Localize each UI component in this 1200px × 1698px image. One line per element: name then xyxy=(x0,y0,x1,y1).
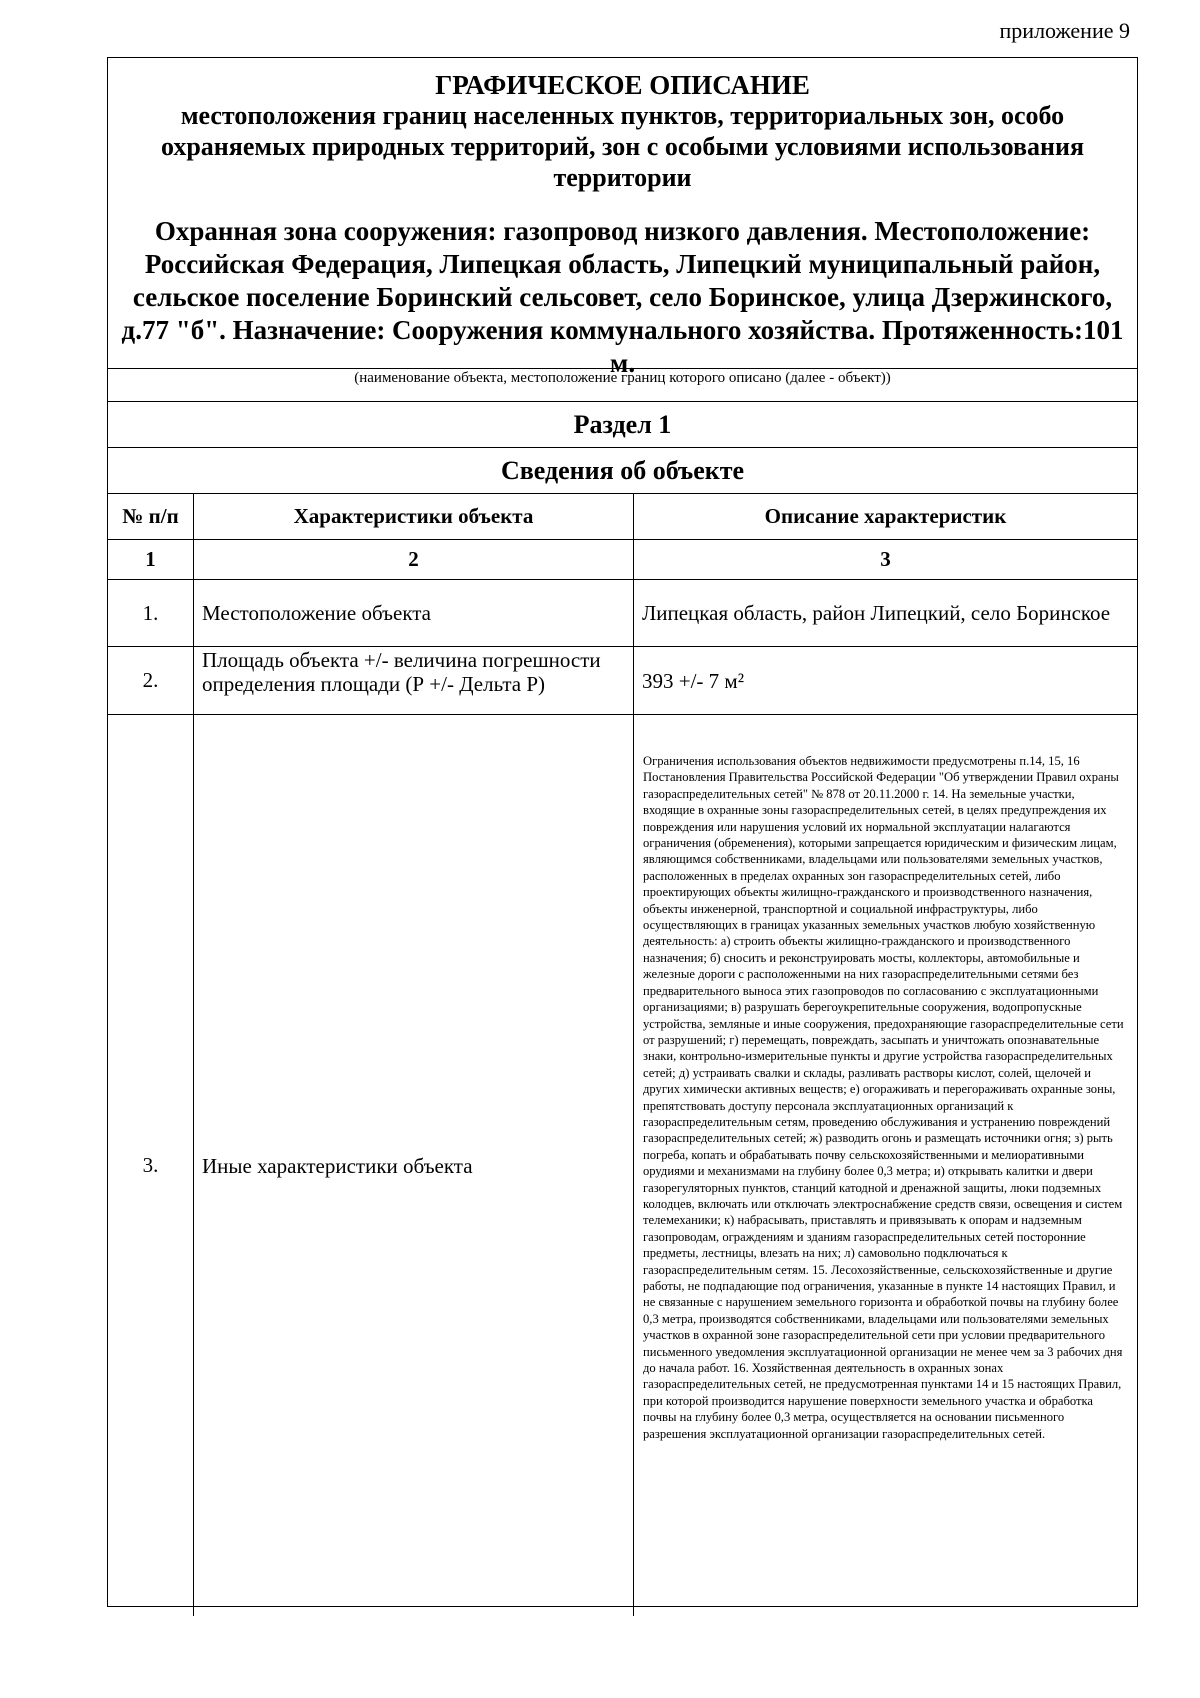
object-caption: (наименование объекта, местоположение границ которого описано (далее - объект)) xyxy=(108,369,1137,402)
row-1-description xyxy=(634,580,1137,647)
row-2-description xyxy=(634,647,1137,715)
document-frame xyxy=(107,57,1138,1607)
row-2-description-text: 393 +/- 7 м² xyxy=(642,668,745,693)
row-1-characteristic-text: Местоположение объекта xyxy=(202,601,432,625)
header-cell-characteristic: Характеристики объекта xyxy=(194,494,634,540)
appendix-label: приложение 9 xyxy=(999,18,1130,43)
object-info-table xyxy=(108,494,1137,1616)
row-2-characteristic xyxy=(194,647,634,715)
row-1-number: 1. xyxy=(108,580,194,647)
row-3-description xyxy=(634,715,1137,1616)
row-3-description-text: Ограничения использования объектов недвижимости предусмотрены п.14, 15, 16 Постановления Правительства Российской Федерации "Об утверждении Правил охраны газораспределительных сетей" № 878 от 20.11.2000 г. 14. На земельные участки, входящие в охранные зоны газораспределительных сетей, в целях предупреждения их повреждения или нарушения условий их нормальной эксплуатации налагаются ограничения (обременения), которыми запрещается юридическим и физическим лицам, являющимся собственниками, владельцами или пользователями земельных участков, расположенных в пределах охранных зон газораспределительных сетей, либо проектирующих объекты жилищно-гражданского и производственного назначения, объекты инженерной, транспортной и социальной инфраструктуры, либо осуществляющих в границах указанных земельных участков любую хозяйственную деятельность: а) строить объекты жилищно-гражданского и производственного назначения; б) сносить и реконструировать мосты, коллекторы, автомобильные и железные дороги с расположенными на них газораспределительными сетями без предварительного выноса этих газопроводов по согласованию с эксплуатационными организациями; в) разрушать берегоукрепительные сооружения, водопропускные устройства, земляные и иные сооружения, предохраняющие газораспределительные сети от разрушений; г) перемещать, повреждать, засыпать и уничтожать опознавательные знаки, контрольно-измерительные пункты и другие устройства газораспределительных сетей; д) устраивать свалки и склады, разливать растворы кислот, солей, щелочей и других химически активных веществ; е) огораживать и перегораживать охранные зоны, препятствовать доступу персонала эксплуатационных организаций к газораспределительным сетям, проведению обслуживания и устранению повреждений газораспределительных сетей; ж) разводить огонь и размещать источники огня; з) рыть погреба, копать и обрабатывать почву сельскохозяйственными и мелиоративными орудиями и механизмами на глубину более 0,3 метра; и) открывать калитки и двери газорегуляторных пунктов, станций катодной и дренажной защиты, люки подземных колодцев, включать или отключать электроснабжение средств связи, освещения и систем телемеханики; к) набрасывать, приставлять и привязывать к опорам и надземным газопроводам, ограждениям и зданиям газораспределительных сетей посторонние предметы, лестницы, влезать на них; л) самовольно подключаться к газораспределительным сетям. 15. Лесохозяйственные, сельскохозяйственные и другие работы, не подпадающие под ограничения, указанные в пункте 14 настоящих Правил, и не связанные с нарушением земельного горизонта и обработкой почвы на глубину более 0,3 метра, производятся собственниками, владельцами или пользователями земельных участков в охранной зоне газораспределительной сети при условии предварительного письменного уведомления эксплуатационной организации не менее чем за 3 рабочих дня до начала работ. 16. Хозяйственная деятельность в охранных зонах газораспределительных сетей, не предусмотренная пунктами 14 и 15 настоящих Правил, при которой производится нарушение поверхности земельного участка и обработка почвы на глубину более 0,3 метра, осуществляется на основании письменного разрешения эксплуатационной организации газораспределительных сетей. xyxy=(643,754,1124,1441)
header-cell-description: Описание характеристик xyxy=(634,494,1137,540)
header-cell-number: № п/п xyxy=(108,494,194,540)
row-1-characteristic xyxy=(194,580,634,647)
document-subtitle: местоположения границ населенных пунктов, территориальных зон, особо охраняемых природных территорий, зон с особыми условиями использования территории xyxy=(160,101,1085,192)
row-3-characteristic xyxy=(194,715,634,1616)
row-3-characteristic-text: Иные характеристики объекта xyxy=(202,1153,473,1178)
column-number-1: 1 xyxy=(108,540,194,580)
row-2-characteristic-text: Площадь объекта +/- величина погрешности определения площади (Р +/- Дельта Р) xyxy=(202,648,601,696)
section-title: Сведения об объекте xyxy=(108,448,1137,494)
column-number-3: 3 xyxy=(634,540,1137,580)
column-number-2: 2 xyxy=(194,540,634,580)
object-name: Охранная зона сооружения: газопровод низкого давления. Местоположение: Российская Федерация, Липецкая область, Липецкий муниципальный район, сельское поселение Боринский сельсовет, село Боринское, улица Дзержинского, д.77 "б". Назначение: Сооружения коммунального хозяйства. Протяженность:101 м. xyxy=(121,216,1124,378)
section-label: Раздел 1 xyxy=(108,402,1137,448)
row-2-number: 2. xyxy=(108,647,194,715)
document-title: ГРАФИЧЕСКОЕ ОПИСАНИЕ xyxy=(435,70,810,100)
row-1-description-text: Липецкая область, район Липецкий, село Боринское xyxy=(642,601,1111,625)
row-3-number: 3. xyxy=(108,715,194,1616)
